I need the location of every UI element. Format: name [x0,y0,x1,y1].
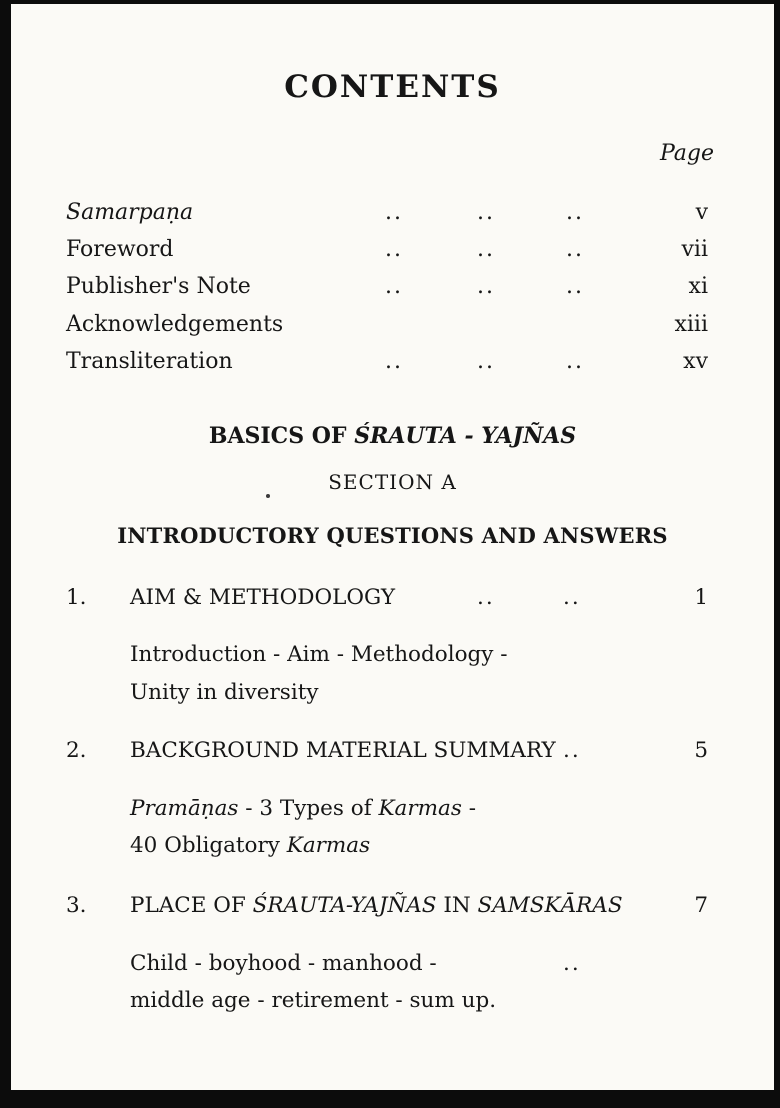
desc-text: Child - boyhood - manhood - [130,951,437,976]
entry-number: 2. [66,738,87,763]
leader-dots: .. [477,199,495,225]
toc-row [11,344,774,381]
section-a-label: SECTION A [328,470,457,494]
toc-label: Acknowledgements [66,311,284,337]
toc-entry-1 [11,584,774,612]
entry-title-italic: SAMSKĀRAS [477,893,623,918]
toc-page-number: xv [683,349,708,375]
leader-dots: .. [563,585,581,610]
toc-entry-2 [11,737,774,765]
toc-page-number: vii [681,237,708,263]
entry-title-regular: PLACE OF [130,893,253,918]
entry-title-regular: IN [436,893,478,918]
leader-dots: .. [385,199,403,225]
leader-dots: .. [566,349,584,375]
page-column-label: Page [659,141,714,166]
entry-page-number: 5 [694,738,708,763]
desc-text: 40 Obligatory [130,833,287,858]
toc-page-number: xiii [674,311,708,337]
stray-scan-mark [266,494,270,498]
leader-dots: .. [566,237,584,263]
entry-page-number: 1 [694,585,708,610]
toc-row [11,231,774,268]
leader-dots: .. [477,349,495,375]
intro-heading: INTRODUCTORY QUESTIONS AND ANSWERS [117,523,668,548]
entry-title-italic: ŚRAUTA-YAJÑAS [252,893,437,918]
entry-number: 1. [66,585,87,610]
leader-dots: .. [385,349,403,375]
toc-page-number: v [695,199,708,225]
toc-page-number: xi [688,274,708,300]
contents-title: CONTENTS [284,69,501,105]
entry-title: AIM & METHODOLOGY [130,585,396,610]
toc-label: Samarpaṇa [66,199,194,225]
entry-page-number: 7 [694,893,708,918]
entry-description-line: Introduction - Aim - Methodology - [130,642,508,667]
section-title-italic: ŚRAUTA - YAJÑAS [354,423,577,449]
leader-dots: .. [566,274,584,300]
entry-description-line [11,950,774,978]
leader-dots: .. [566,199,584,225]
leader-dots: .. [477,585,495,610]
leader-dots: .. [385,274,403,300]
entry-number: 3. [66,893,87,918]
entry-description-line: middle age - retirement - sum up. [130,988,497,1013]
entry-title [130,893,623,918]
leader-dots: .. [563,738,581,763]
desc-italic-term: Karmas [378,796,462,821]
front-matter-list [11,194,774,381]
leader-dots: .. [563,951,581,976]
desc-italic-term: Pramāṇas [130,796,239,821]
toc-row [11,306,774,343]
entry-description-line [11,795,774,823]
toc-label: Publisher's Note [66,274,251,300]
toc-row [11,194,774,231]
section-title-regular: BASICS OF [208,423,355,449]
leader-dots: .. [385,237,403,263]
toc-entry-3 [11,892,774,920]
entry-description-line: Unity in diversity [130,680,319,705]
section-title [11,422,774,450]
toc-row [11,269,774,306]
entry-title: BACKGROUND MATERIAL SUMMARY [130,738,556,763]
desc-text: - [461,796,477,821]
desc-italic-term: Karmas [286,833,371,858]
toc-label: Foreword [66,237,174,263]
entry-description-line [11,832,774,860]
toc-label: Transliteration [66,349,233,375]
document-page [11,4,774,1090]
leader-dots: .. [477,274,495,300]
desc-text: - 3 Types of [238,796,379,821]
leader-dots: .. [477,237,495,263]
